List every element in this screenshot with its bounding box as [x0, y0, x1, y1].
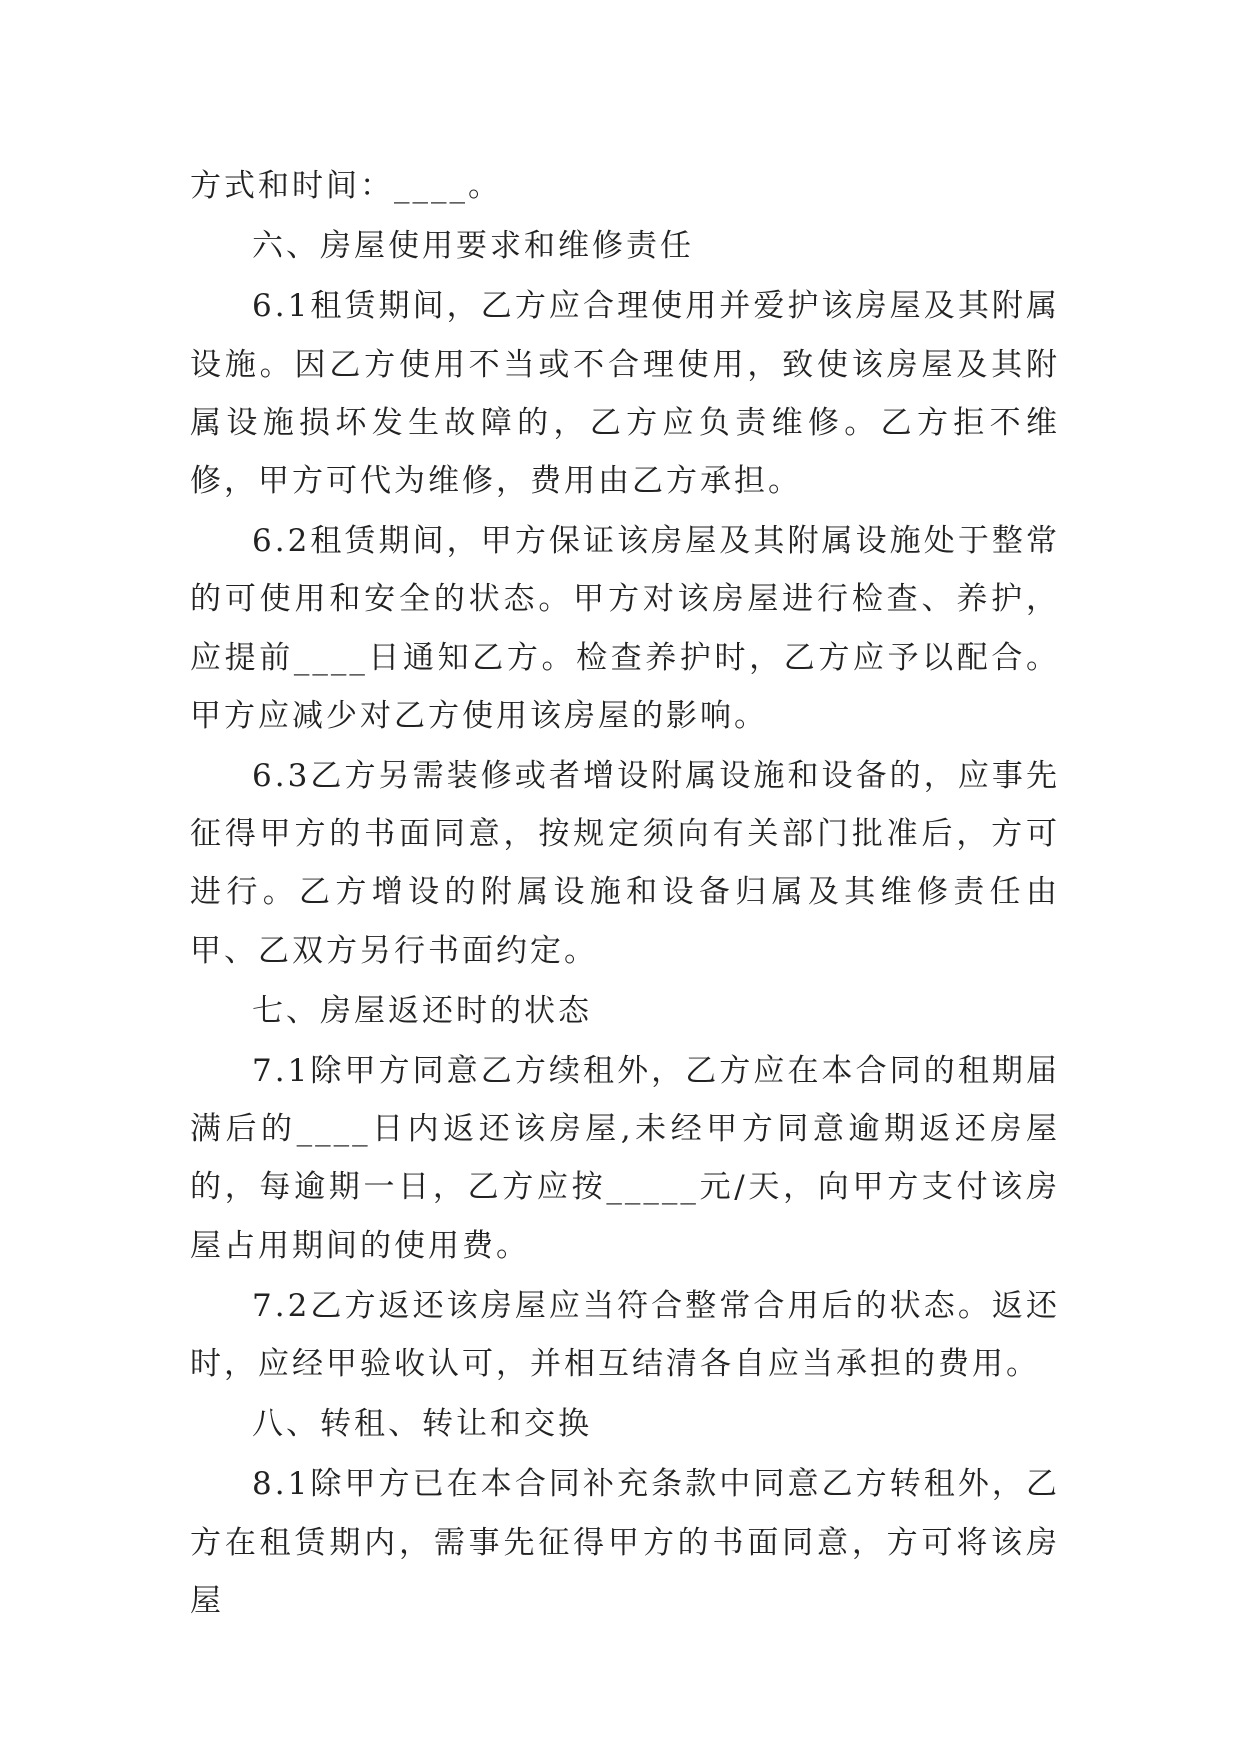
clause-7-1: 7.1除甲方同意乙方续租外，乙方应在本合同的租期届满后的____日内返还该房屋,未经甲方同意逾期返还房屋的，每逾期一日，乙方应按_____元/天，向甲方支付该房屋占用期间的使用费。	[190, 1053, 1060, 1264]
clause-8-1: 8.1除甲方已在本合同补充条款中同意乙方转租外，乙方在租赁期内，需事先征得甲方的书面同意，方可将该房屋	[190, 1466, 1060, 1619]
paragraph-payment-time: 方式和时间：____。	[190, 168, 502, 204]
heading-section-6: 六、房屋使用要求和维修责任	[252, 228, 694, 265]
clause-7-2: 7.2乙方返还该房屋应当符合整常合用后的状态。返还时，应经甲验收认可，并相互结清各自应当承担的费用。	[190, 1287, 1060, 1383]
clause-6-1: 6.1租赁期间，乙方应合理使用并爱护该房屋及其附属设施。因乙方使用不当或不合理使用，致使该房屋及其附属设施损坏发生故障的，乙方应负责维修。乙方拒不维修，甲方可代为维修，费用由乙方承担。	[190, 288, 1060, 500]
document-page	[190, 157, 1060, 1632]
heading-section-8: 八、转租、转让和交换	[252, 1406, 592, 1443]
clause-6-2: 6.2租赁期间，甲方保证该房屋及其附属设施处于整常的可使用和安全的状态。甲方对该房屋进行检查、养护，应提前____日通知乙方。检查养护时，乙方应予以配合。甲方应减少对乙方使用该房屋的影响。	[190, 523, 1060, 734]
heading-section-7: 七、房屋返还时的状态	[252, 992, 592, 1029]
clause-6-3: 6.3乙方另需装修或者增设附属设施和设备的，应事先征得甲方的书面同意，按规定须向有关部门批准后，方可进行。乙方增设的附属设施和设备归属及其维修责任由甲、乙双方另行书面约定。	[190, 758, 1060, 969]
